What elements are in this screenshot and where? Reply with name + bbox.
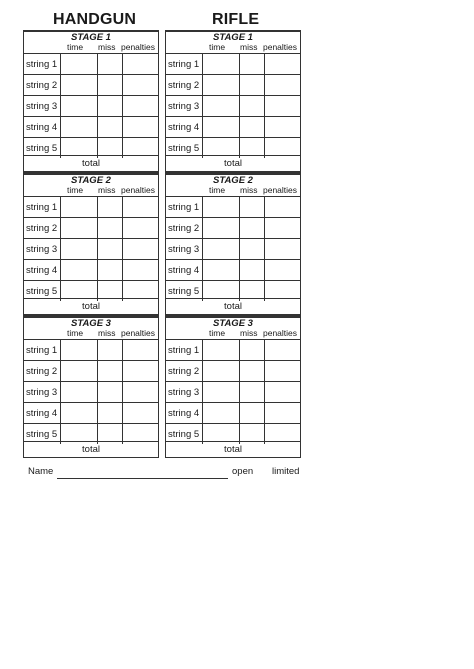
string-label: string 3 (168, 387, 200, 398)
penalties-cell[interactable] (264, 361, 301, 381)
miss-header: miss (240, 328, 258, 338)
string-row (24, 339, 158, 360)
penalties-cell[interactable] (122, 218, 159, 238)
penalties-cell[interactable] (264, 403, 301, 423)
handgun-stage-2 (23, 172, 159, 315)
rifle-title: RIFLE (212, 11, 260, 28)
penalties-cell[interactable] (264, 382, 301, 402)
time-header: time (67, 185, 84, 195)
string-row (166, 95, 300, 116)
miss-cell[interactable] (239, 54, 264, 74)
string-label: string 2 (168, 80, 200, 91)
string-row (166, 116, 300, 137)
miss-cell[interactable] (97, 361, 122, 381)
time-cell[interactable] (202, 382, 239, 402)
string-row (166, 339, 300, 360)
penalties-cell[interactable] (122, 403, 159, 423)
stage-title: STAGE 2 (213, 175, 253, 186)
miss-cell[interactable] (239, 75, 264, 95)
miss-cell[interactable] (97, 54, 122, 74)
string-rows (24, 196, 158, 301)
time-cell[interactable] (60, 197, 97, 217)
string-row (24, 53, 158, 74)
penalties-cell[interactable] (122, 197, 159, 217)
string-row (166, 360, 300, 381)
string-label: string 2 (26, 80, 58, 91)
string-label: string 5 (168, 286, 200, 297)
time-cell[interactable] (60, 361, 97, 381)
miss-cell[interactable] (97, 117, 122, 137)
total-label: total (224, 158, 242, 169)
string-label: string 4 (26, 122, 58, 133)
miss-cell[interactable] (239, 96, 264, 116)
miss-cell[interactable] (97, 218, 122, 238)
penalties-cell[interactable] (122, 260, 159, 280)
penalties-header: penalties (121, 185, 156, 195)
string-label: string 4 (26, 265, 58, 276)
string-label: string 1 (26, 345, 58, 356)
miss-header: miss (98, 185, 116, 195)
string-row (24, 259, 158, 280)
total-row (166, 155, 300, 171)
rifle-column (165, 30, 301, 458)
string-rows (166, 53, 300, 158)
string-row (24, 196, 158, 217)
penalties-cell[interactable] (122, 54, 159, 74)
string-label: string 4 (168, 265, 200, 276)
time-cell[interactable] (60, 117, 97, 137)
miss-cell[interactable] (97, 382, 122, 402)
string-label: string 4 (168, 122, 200, 133)
time-header: time (209, 42, 226, 52)
time-cell[interactable] (60, 75, 97, 95)
time-cell[interactable] (202, 75, 239, 95)
miss-cell[interactable] (239, 382, 264, 402)
miss-header: miss (98, 42, 116, 52)
penalties-header: penalties (121, 328, 156, 338)
string-label: string 1 (168, 202, 200, 213)
string-label: string 2 (26, 223, 58, 234)
time-cell[interactable] (202, 239, 239, 259)
time-cell[interactable] (60, 218, 97, 238)
penalties-cell[interactable] (264, 54, 301, 74)
stage-title: STAGE 3 (71, 318, 111, 329)
penalties-cell[interactable] (264, 197, 301, 217)
miss-header: miss (240, 42, 258, 52)
penalties-header: penalties (263, 185, 298, 195)
string-row (24, 360, 158, 381)
string-row (24, 95, 158, 116)
time-cell[interactable] (202, 260, 239, 280)
string-label: string 1 (26, 59, 58, 70)
penalties-cell[interactable] (122, 96, 159, 116)
total-label: total (82, 301, 100, 312)
string-row (24, 402, 158, 423)
time-cell[interactable] (60, 382, 97, 402)
total-label: total (224, 301, 242, 312)
string-rows (24, 339, 158, 444)
penalties-cell[interactable] (264, 117, 301, 137)
string-label: string 3 (168, 101, 200, 112)
time-header: time (209, 328, 226, 338)
string-label: string 2 (168, 366, 200, 377)
string-row (24, 74, 158, 95)
penalties-cell[interactable] (122, 239, 159, 259)
time-header: time (209, 185, 226, 195)
penalties-cell[interactable] (264, 239, 301, 259)
string-rows (24, 53, 158, 158)
time-cell[interactable] (60, 239, 97, 259)
string-rows (166, 196, 300, 301)
miss-cell[interactable] (239, 361, 264, 381)
time-cell[interactable] (60, 340, 97, 360)
time-cell[interactable] (202, 117, 239, 137)
string-row (166, 196, 300, 217)
time-cell[interactable] (60, 54, 97, 74)
string-row (24, 238, 158, 259)
miss-cell[interactable] (97, 403, 122, 423)
string-row (24, 217, 158, 238)
time-cell[interactable] (202, 340, 239, 360)
string-label: string 4 (26, 408, 58, 419)
string-row (166, 402, 300, 423)
string-row (24, 381, 158, 402)
penalties-cell[interactable] (122, 382, 159, 402)
penalties-cell[interactable] (122, 340, 159, 360)
total-row (166, 298, 300, 314)
stage-title: STAGE 2 (71, 175, 111, 186)
rifle-stage-1 (165, 30, 301, 172)
handgun-stage-1 (23, 30, 159, 172)
time-header: time (67, 328, 84, 338)
miss-header: miss (98, 328, 116, 338)
string-row (166, 217, 300, 238)
penalties-cell[interactable] (264, 340, 301, 360)
time-cell[interactable] (202, 403, 239, 423)
string-label: string 3 (26, 387, 58, 398)
string-label: string 2 (168, 223, 200, 234)
penalties-header: penalties (121, 42, 156, 52)
time-header: time (67, 42, 84, 52)
penalties-cell[interactable] (264, 218, 301, 238)
miss-cell[interactable] (239, 260, 264, 280)
miss-cell[interactable] (97, 239, 122, 259)
time-cell[interactable] (202, 96, 239, 116)
handgun-stage-3 (23, 315, 159, 458)
miss-cell[interactable] (239, 403, 264, 423)
string-row (166, 53, 300, 74)
miss-cell[interactable] (239, 117, 264, 137)
string-row (166, 259, 300, 280)
string-row (166, 381, 300, 402)
handgun-title: HANDGUN (53, 11, 137, 28)
string-label: string 5 (26, 429, 58, 440)
string-label: string 3 (26, 244, 58, 255)
miss-cell[interactable] (239, 340, 264, 360)
string-label: string 2 (26, 366, 58, 377)
penalties-cell[interactable] (122, 117, 159, 137)
rifle-stage-2 (165, 172, 301, 315)
penalties-header: penalties (263, 328, 298, 338)
string-label: string 1 (168, 345, 200, 356)
stage-title: STAGE 3 (213, 318, 253, 329)
string-label: string 5 (26, 286, 58, 297)
string-label: string 3 (168, 244, 200, 255)
penalties-cell[interactable] (122, 361, 159, 381)
name-input-line[interactable] (57, 478, 228, 479)
penalties-header: penalties (263, 42, 298, 52)
time-cell[interactable] (60, 403, 97, 423)
time-cell[interactable] (202, 54, 239, 74)
option-open[interactable]: open (232, 466, 254, 477)
total-row (24, 155, 158, 171)
penalties-cell[interactable] (122, 75, 159, 95)
miss-cell[interactable] (239, 197, 264, 217)
string-rows (166, 339, 300, 444)
time-cell[interactable] (202, 197, 239, 217)
penalties-cell[interactable] (264, 96, 301, 116)
miss-cell[interactable] (97, 260, 122, 280)
total-label: total (224, 444, 242, 455)
time-cell[interactable] (202, 361, 239, 381)
time-cell[interactable] (60, 260, 97, 280)
miss-cell[interactable] (239, 239, 264, 259)
total-row (24, 441, 158, 457)
miss-cell[interactable] (97, 75, 122, 95)
name-label: Name (28, 466, 54, 477)
total-row (24, 298, 158, 314)
string-label: string 5 (168, 429, 200, 440)
string-row (166, 74, 300, 95)
stage-title: STAGE 1 (213, 32, 253, 43)
time-cell[interactable] (202, 218, 239, 238)
miss-header: miss (240, 185, 258, 195)
miss-cell[interactable] (97, 340, 122, 360)
string-label: string 4 (168, 408, 200, 419)
penalties-cell[interactable] (264, 260, 301, 280)
string-row (24, 116, 158, 137)
handgun-column (23, 30, 159, 458)
time-cell[interactable] (60, 96, 97, 116)
miss-cell[interactable] (97, 96, 122, 116)
option-limited[interactable]: limited (272, 466, 300, 477)
string-label: string 3 (26, 101, 58, 112)
string-label: string 1 (168, 59, 200, 70)
string-label: string 5 (26, 143, 58, 154)
miss-cell[interactable] (97, 197, 122, 217)
total-label: total (82, 158, 100, 169)
miss-cell[interactable] (239, 218, 264, 238)
string-label: string 5 (168, 143, 200, 154)
string-label: string 1 (26, 202, 58, 213)
stage-title: STAGE 1 (71, 32, 111, 43)
total-row (166, 441, 300, 457)
total-label: total (82, 444, 100, 455)
string-row (166, 238, 300, 259)
penalties-cell[interactable] (264, 75, 301, 95)
rifle-stage-3 (165, 315, 301, 458)
